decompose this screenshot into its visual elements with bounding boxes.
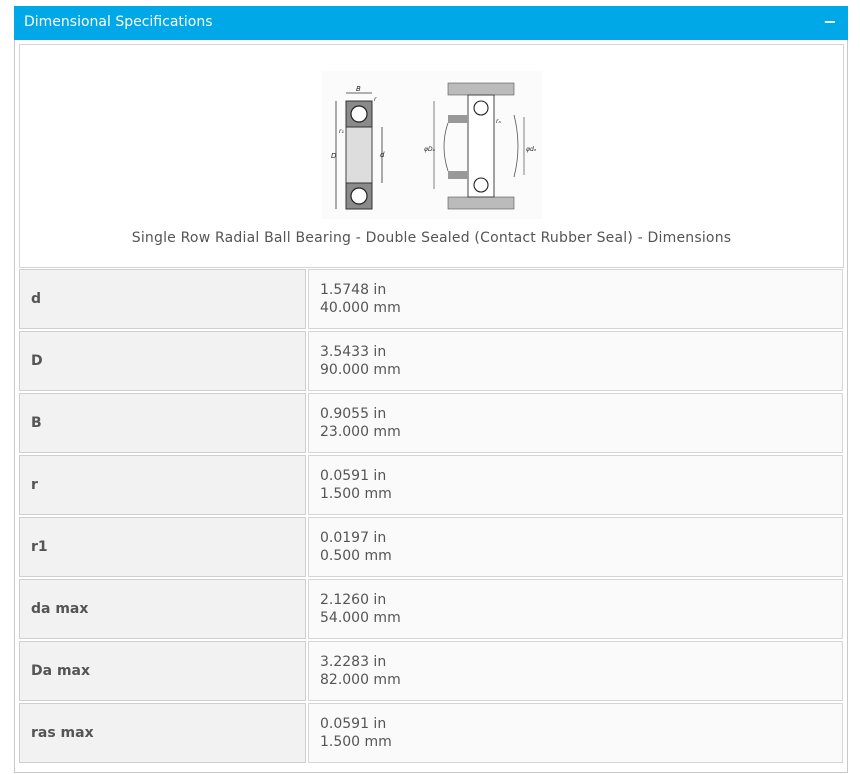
spec-label: da max [31,601,89,617]
spec-label: Da max [31,663,91,679]
label-da-outer: φDₐ [424,146,435,153]
spec-row [19,455,844,515]
bearing-figure [19,44,844,268]
spec-value-cell [308,331,843,391]
spec-value-in: 1.5748 in [320,282,387,298]
spec-label: B [31,415,42,431]
spec-value-cell [308,393,843,453]
spec-value-in: 2.1260 in [320,592,387,608]
spec-value-mm: 0.500 mm [320,548,392,564]
spec-value-mm: 82.000 mm [320,672,401,688]
spec-value-cell [308,455,843,515]
spec-label: D [31,353,43,369]
spec-value-mm: 23.000 mm [320,424,401,440]
spec-value-in: 0.9055 in [320,406,387,422]
label-ra: rₐ [496,118,501,125]
spec-value-in: 0.0591 in [320,716,387,732]
spec-row [19,269,844,329]
panel-header[interactable] [14,6,848,40]
spec-row [19,517,844,577]
spec-label: d [31,291,42,307]
spec-row [19,393,844,453]
spec-label-cell [19,455,306,515]
label-da-inner: φdₐ [526,146,537,153]
spec-label: r1 [31,539,48,555]
label-b: B [356,85,361,93]
spec-value-mm: 1.500 mm [320,486,392,502]
label-r: r [374,96,377,103]
panel-body [14,40,848,773]
spec-value-cell [308,517,843,577]
spec-value-mm: 90.000 mm [320,362,401,378]
label-d-inner: d [380,151,385,159]
spec-row [19,641,844,701]
bearing-diagram [322,71,542,219]
spec-value-cell [308,641,843,701]
spec-label-cell [19,641,306,701]
spec-row [19,579,844,639]
spec-value-in: 0.0591 in [320,468,387,484]
spec-value-mm: 54.000 mm [320,610,401,626]
spec-row [19,703,844,763]
spec-label-cell [19,579,306,639]
spec-value-mm: 40.000 mm [320,300,401,316]
spec-label-cell [19,331,306,391]
spec-label: ras max [31,725,94,741]
spec-label: r [31,477,38,493]
figure-caption: Single Row Radial Ball Bearing - Double Sealed (Contact Rubber Seal) - Dimensions [131,230,732,246]
spec-label-cell [19,517,306,577]
spec-value-cell [308,269,843,329]
label-d-outer: D [331,152,337,160]
spec-value-in: 3.5433 in [320,344,387,360]
spec-row [19,331,844,391]
spec-label-cell [19,393,306,453]
collapse-button[interactable]: − [823,12,837,31]
spec-value-mm: 1.500 mm [320,734,392,750]
panel-title: Dimensional Specifications [24,14,213,30]
spec-value-in: 0.0197 in [320,530,387,546]
spec-label-cell [19,703,306,763]
dimensional-specifications-panel [14,6,848,774]
spec-label-cell [19,269,306,329]
spec-value-cell [308,579,843,639]
spec-value-cell [308,703,843,763]
spec-value-in: 3.2283 in [320,654,387,670]
label-r1: r₁ [339,128,344,135]
